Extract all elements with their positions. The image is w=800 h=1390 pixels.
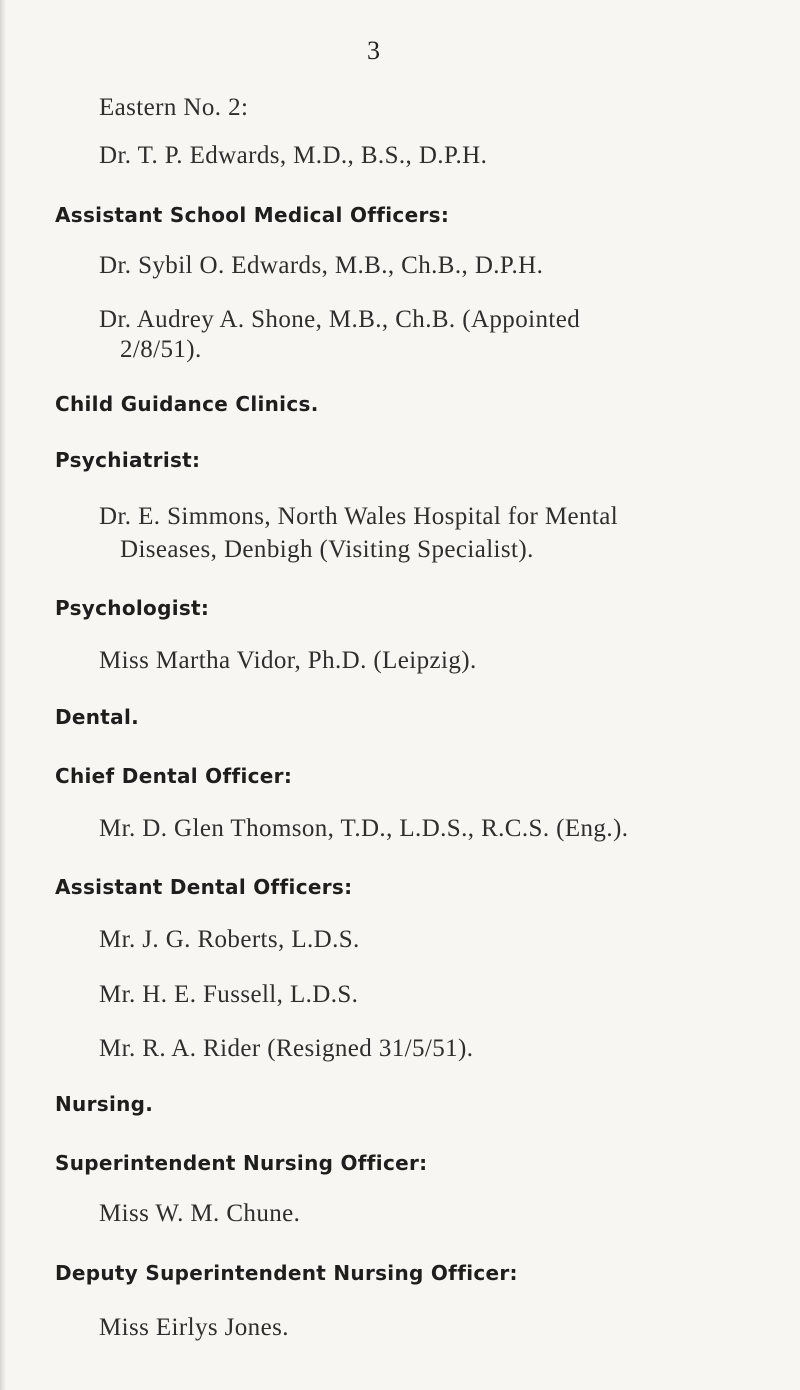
asmo-officer-1: Dr. Sybil O. Edwards, M.B., Ch.B., D.P.H. bbox=[99, 252, 544, 279]
psychologist-name: Miss Martha Vidor, Ph.D. (Leipzig). bbox=[99, 647, 477, 674]
cdo-heading: Chief Dental Officer: bbox=[55, 764, 293, 788]
dsno-name: Miss Eirlys Jones. bbox=[99, 1314, 289, 1341]
page-edge-shadow bbox=[0, 0, 6, 1390]
cdo-name: Mr. D. Glen Thomson, T.D., L.D.S., R.C.S. (Eng.). bbox=[99, 815, 629, 842]
sno-heading: Superintendent Nursing Officer: bbox=[55, 1151, 428, 1175]
psychiatrist-line-2: Diseases, Denbigh (Visiting Specialist). bbox=[120, 536, 534, 563]
asmo-officer-2-line-2: 2/8/51). bbox=[120, 336, 202, 363]
psychiatrist-line-1: Dr. E. Simmons, North Wales Hospital for Mental bbox=[99, 503, 619, 530]
ado-officer-3: Mr. R. A. Rider (Resigned 31/5/51). bbox=[99, 1035, 474, 1062]
ado-officer-1: Mr. J. G. Roberts, L.D.S. bbox=[99, 926, 360, 953]
asmo-heading: Assistant School Medical Officers: bbox=[55, 203, 450, 227]
eastern-officer: Dr. T. P. Edwards, M.D., B.S., D.P.H. bbox=[99, 142, 488, 169]
dental-heading: Dental. bbox=[55, 705, 140, 729]
eastern-heading: Eastern No. 2: bbox=[99, 94, 249, 121]
cgc-heading: Child Guidance Clinics. bbox=[55, 392, 319, 416]
ado-heading: Assistant Dental Officers: bbox=[55, 875, 353, 899]
psychologist-heading: Psychologist: bbox=[55, 596, 210, 620]
ado-officer-2: Mr. H. E. Fussell, L.D.S. bbox=[99, 981, 359, 1008]
asmo-officer-2-line-1: Dr. Audrey A. Shone, M.B., Ch.B. (Appointed bbox=[99, 306, 581, 333]
sno-name: Miss W. M. Chune. bbox=[99, 1200, 301, 1227]
dsno-heading: Deputy Superintendent Nursing Officer: bbox=[55, 1261, 518, 1285]
psychiatrist-heading: Psychiatrist: bbox=[55, 448, 201, 472]
page-number: 3 bbox=[367, 36, 380, 65]
nursing-heading: Nursing. bbox=[55, 1092, 154, 1116]
